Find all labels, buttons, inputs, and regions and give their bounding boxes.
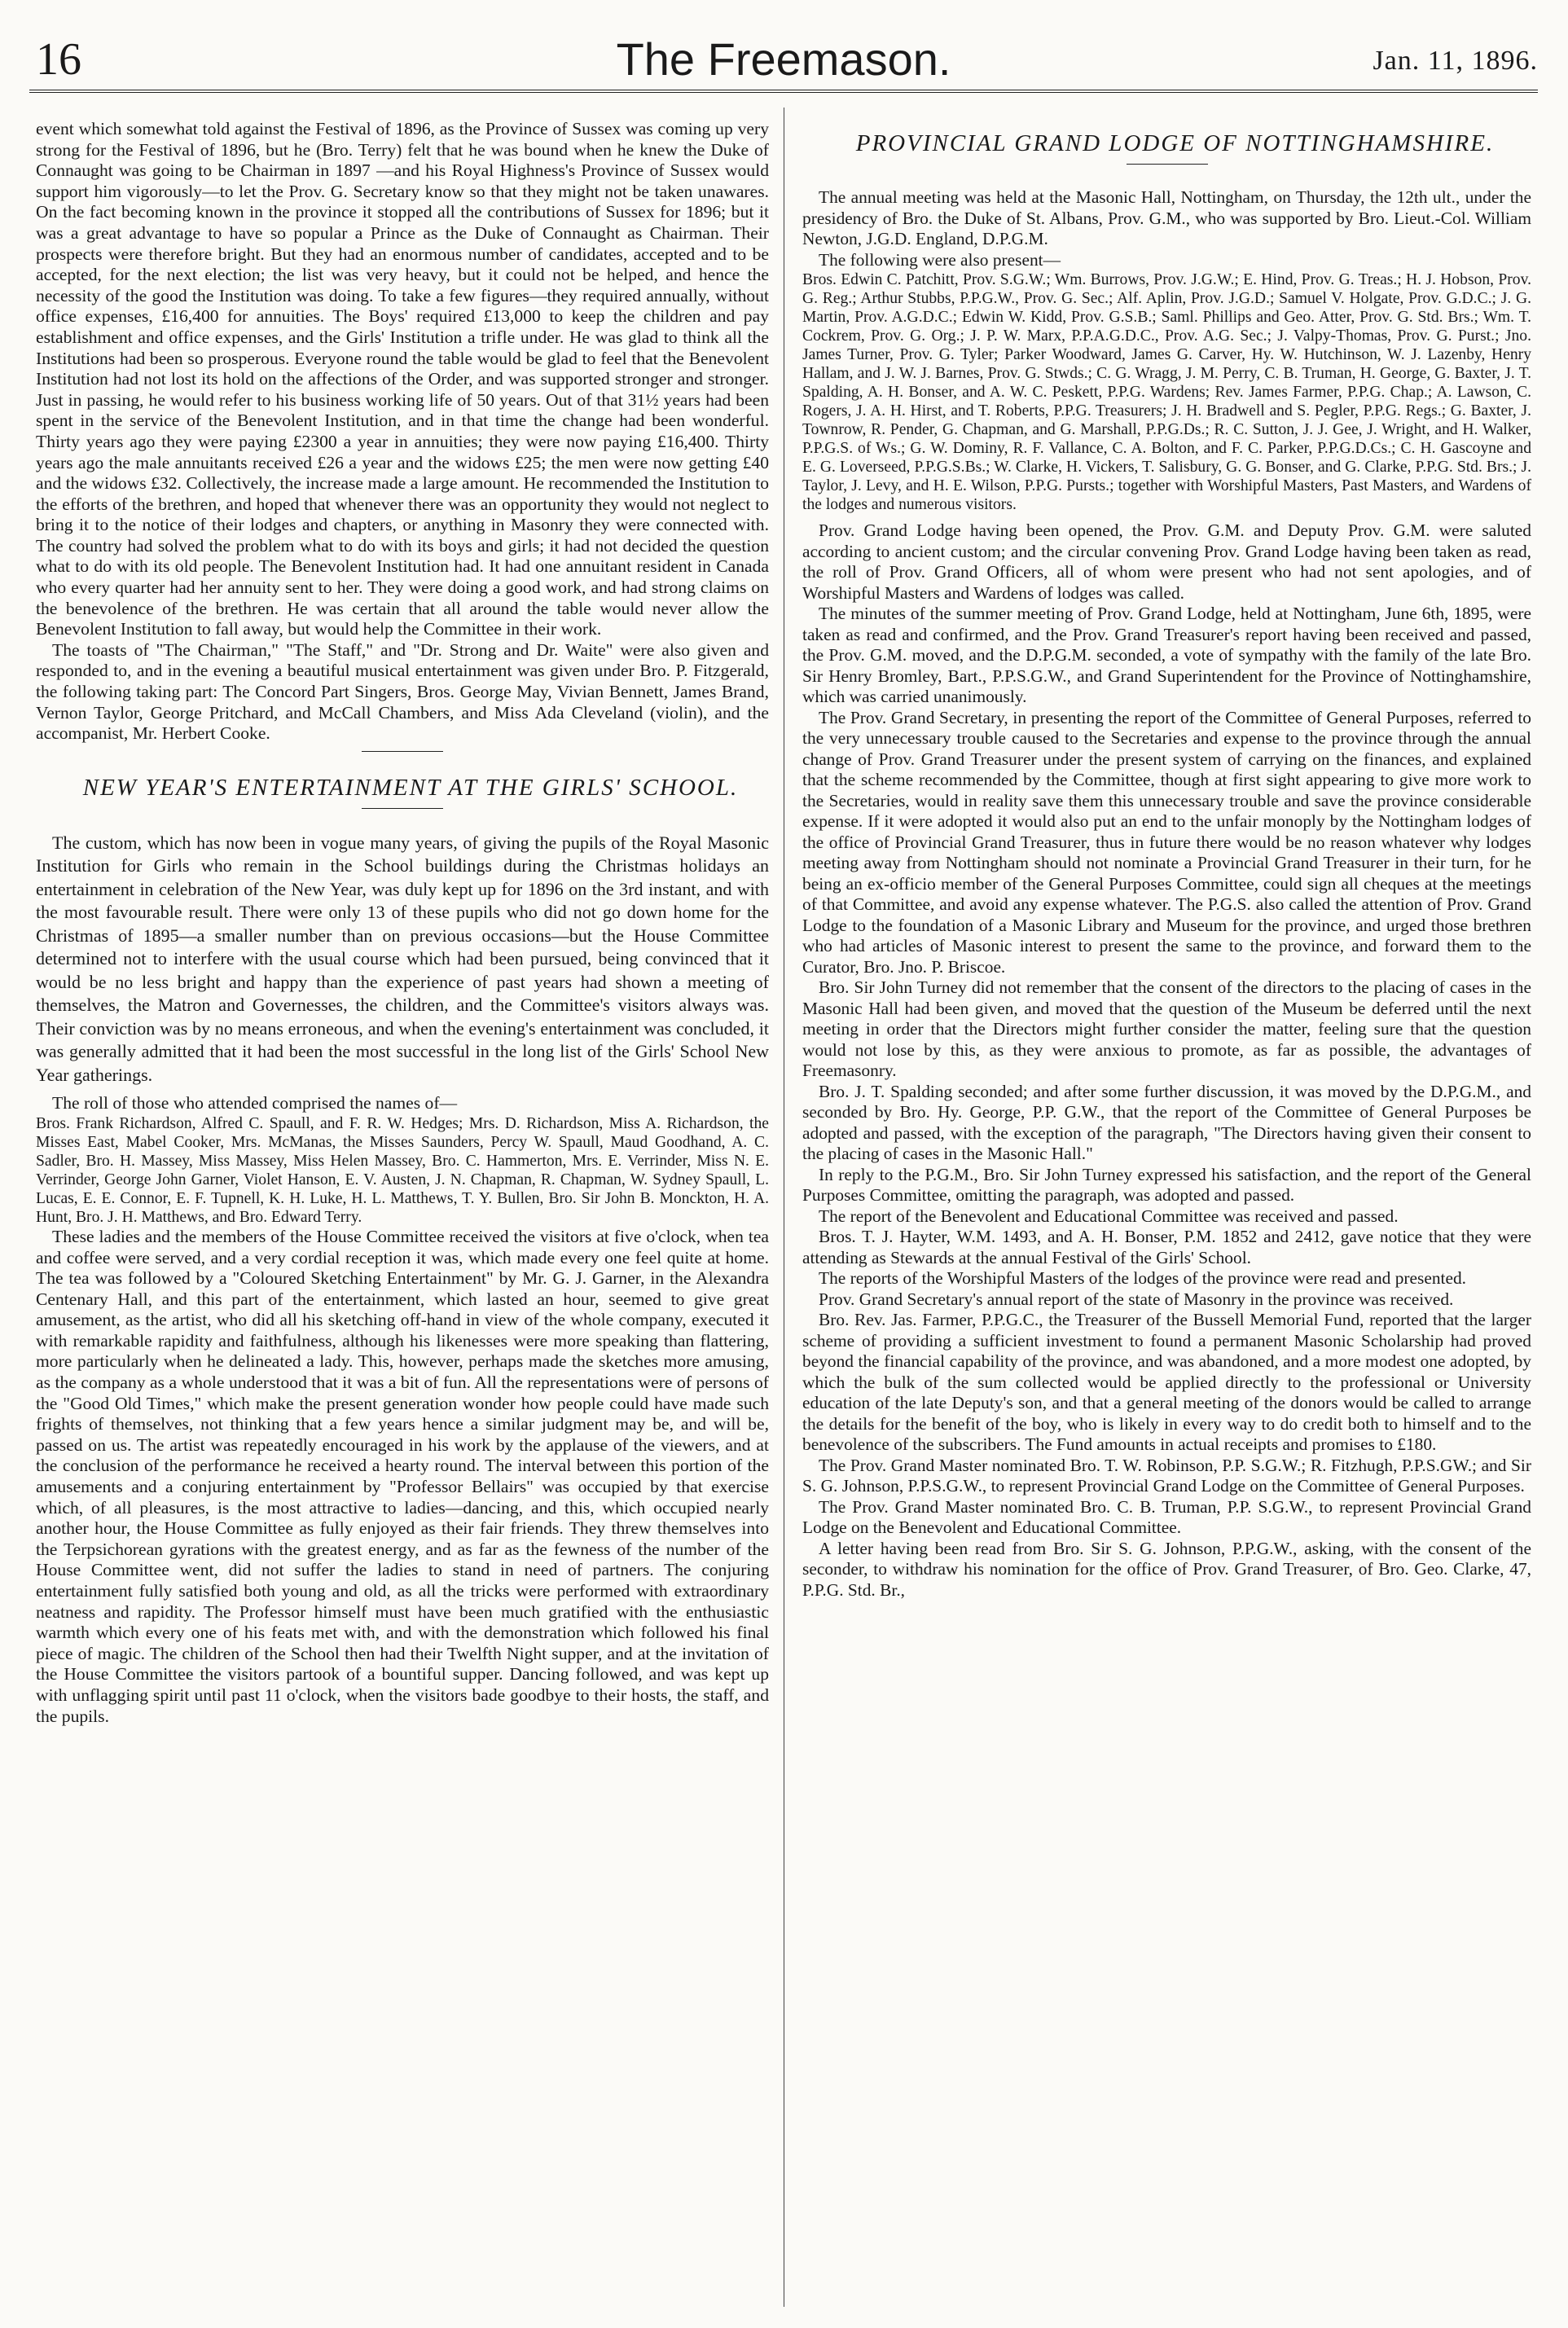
article-headline: PROVINCIAL GRAND LODGE OF NOTTINGHAMSHIRE.: [855, 130, 1495, 156]
article-paragraph: The report of the Benevolent and Educational Committee was received and passed.: [819, 1206, 1399, 1226]
masthead-rule: [29, 90, 1538, 93]
article-paragraph: The minutes of the summer meeting of Prov. Grand Lodge, held at Nottingham, June 6th, 1895, were taken as read and confirmed, and the Prov. Grand Treasurer's report having been received and passed, the Prov. G.M. moved, and the D.P.G.M. seconded, a vote of sympathy with the family of the late Bro. Sir Henry Bromley, Bart., P.P.S.G.W., and Grand Superintendent for the Province of Nottinghamshire, which was carried unanimously.: [802, 604, 1531, 706]
article-paragraph: The Prov. Grand Secretary, in presenting the report of the Committee of General Purposes, referred to the very unnecessary trouble caused to the Secretaries and expense to the province through the annual change of Prov. Grand Treasurer under the present system of carrying on the finances, and explained that the scheme recommended by the Committee, though at first sight appearing to give more work to the Secretaries, would in reality save them this unnecessary trouble and save the province considerable expense. If it were adopted it would also put an end to the unfair monoply by the Nottingham lodges of the office of Provincial Grand Treasurer, thus in future there would be no reason whatever why lodges meeting away from Nottingham should not nominate a Provincial Grand Treasurer in their turn, for he being an ex-officio member of the General Purposes Committee, could sign all cheques at the meetings of that Committee, and avoid any expense whatever. The P.G.S. also called the attention of Prov. Grand Lodge to the foundation of a Masonic Library and Museum for the province, and urged those brethren who had articles of Masonic interest to present the same to the province, and forward them to the Curator, Bro. Jno. P. Briscoe.: [802, 707, 1531, 977]
article-paragraph: The reports of the Worshipful Masters of the lodges of the province were read and presented.: [819, 1268, 1467, 1288]
article-headline: NEW YEAR'S ENTERTAINMENT AT THE GIRLS' SCHOOL.: [82, 774, 739, 801]
article-paragraph: Bro. Sir John Turney did not remember that the consent of the directors to the placing of cases in the Masonic Hall had been given, and moved that the question of the Museum be deferred until the next meeting in order that the Directors might further consider the matter, feeling sure that the question would not lose by this, as they were anxious to promote, as far as possible, the advantages of Freemasonry.: [802, 977, 1531, 1080]
article-paragraph: The Prov. Grand Master nominated Bro. C. B. Truman, P.P. S.G.W., to represent Provincial Grand Lodge on the Benevolent and Educational Committee.: [802, 1496, 1531, 1537]
article-paragraph: A letter having been read from Bro. Sir S. G. Johnson, P.P.G.W., asking, with the consent of the seconder, to withdraw his nomination for the office of Prov. Grand Treasurer, of Bro. Geo. Clarke, 47, P.P.G. Std. Br.,: [802, 1538, 1531, 1600]
article-paragraph: Prov. Grand Lodge having been opened, the Prov. G.M. and Deputy Prov. G.M. were saluted according to ancient custom; and the circular convening Prov. Grand Lodge having been taken as read, the roll of Prov. Grand Officers, all of whom were present who had not sent apologies, and of Worshipful Masters and Wardens of lodges was called.: [802, 521, 1531, 603]
page-number: 16: [36, 34, 81, 85]
article-paragraph: The custom, which has now been in vogue many years, of giving the pupils of the Royal Masonic Institution for Girls who remain in the School buildings during the Christmas holidays an entertainment in celebration of the New Year, was duly kept up for 1896 on the 3rd instant, and with the most favourable result. There were only 13 of these pupils who did not go down home for the Christmas of 1895—a smaller number than on previous occasions—but the House Committee determined not to interfere with the usual course which had been pursued, being convinced that it would be no less bright and happy than the experience of past years had shown a meeting of themselves, the Matron and Governesses, the children, and the Committee's visitors always was. Their conviction was by no means erroneous, and when the evening's entertainment was concluded, it was generally admitted that it had been the most successful in the long list of the Girls' School New Year gatherings.: [36, 832, 769, 1085]
right-column: [802, 119, 1531, 1601]
article-paragraph: The Prov. Grand Master nominated Bro. T. W. Robinson, P.P. S.G.W.; R. Fitzhugh, P.P.S.GW.; and Sir S. G. Johnson, P.P.S.G.W., to represent Provincial Grand Lodge on the Committee of General Purposes.: [802, 1455, 1531, 1496]
newspaper-title: The Freemason.: [616, 33, 951, 85]
issue-date: Jan. 11, 1896.: [1373, 46, 1538, 76]
masthead: [29, 31, 1538, 88]
article-paragraph: Bro. Rev. Jas. Farmer, P.P.G.C., the Treasurer of the Bussell Memorial Fund, reported that the larger scheme of providing a sufficient investment to found a permanent Masonic Scholarship had proved beyond the financial capability of the province, and was abandoned, and a more modest one adopted, by which the bulk of the sum collected would be applied directly to the professional or University education of the late Deputy's son, and that a general meeting of the donors would be called to arrange the details for the benefit of the boy, who is likely in every way to do credit both to himself and to the benevolence of the subscribers. The Fund amounts in actual receipts and promises to £180.: [802, 1310, 1531, 1454]
article-paragraph: Prov. Grand Secretary's annual report of the state of Masonry in the province was received.: [819, 1289, 1454, 1309]
article-paragraph: Bros. T. J. Hayter, W.M. 1493, and A. H. Bonser, P.M. 1852 and 2412, gave notice that they were attending as Stewards at the annual Festival of the Girls' School.: [802, 1227, 1531, 1267]
attendee-list: Bros. Frank Richardson, Alfred C. Spaull, and F. R. W. Hedges; Mrs. D. Richardson, Miss A. Richardson, the Misses East, Mabel Cooker, Mrs. McManas, the Misses Saunders, Percy W. Spaull, Maud Goodhand, A. C. Sadler, Bro. H. Massey, Miss Massey, Miss Helen Massey, Bro. C. Hammerton, Mrs. E. Verrinder, Miss N. E. Verrinder, George John Garner, Violet Hanson, E. V. Austen, J. N. Chapman, R. Chapman, W. Sydney Spaull, L. Lucas, E. E. Connor, E. F. Tupnell, K. H. Luke, H. L. Matthews, T. Y. Bullen, Bro. Sir John B. Monckton, H. A. Hunt, Bro. J. H. Matthews, and Bro. Edward Terry.: [36, 1114, 769, 1226]
article-paragraph: event which somewhat told against the Festival of 1896, as the Province of Sussex was coming up very strong for the Festival of 1896, but he (Bro. Terry) felt that he was bound when he knew the Duke of Connaught was going to be Chairman in 1897 —and his Royal Highness's Province of Sussex would support him vigorously—to let the Prov. G. Secretary know so that they might not be taken unawares. On the fact becoming known in the province it stopped all the contributions of Sussex for 1896; but it was a great advantage to have so popular a Prince as the Duke of Connaught as Chairman. Their prospects were therefore bright. But they had an enormous number of candidates, accepted and to be accepted, for the next election; the list was very heavy, but it could not be helped, and hence the necessity of the good the Institution was doing. To take a few figures—they required annually, without office expenses, £16,400 for annuities. The Boys' required £13,000 to keep the children and pay establishment and office expenses, and the Girls' Institution a trifle under. He was glad to think all the Institutions had been so prosperous. Everyone round the table would be glad to feel that the Benevolent Institution had not lost its hold on the affections of the Order, and was supported stronger and stronger. Just in passing, he would refer to his business working life of 50 years. Out of that 31½ years had been spent in the service of the Benevolent Institution, and in that time the change had been wonderful. Thirty years ago they were paying £2300 a year in annuities; they were now paying £16,400. Thirty years ago the male annuitants received £26 a year and the widows £25; the men were now getting £40 and the widows £32. Collectively, the increase made a large amount. He recommended the Institution to the efforts of the brethren, and hoped that whenever there was an opportunity they would not neglect to bring it to the notice of their lodges and chapters, or anything in Masonry they were connected with. The country had solved the problem what to do with its boys and girls; it had not decided the question what to do with its old people. The Benevolent Institution had. It had one annuitant resident in Canada who every quarter had her annuity sent to her. They were doing a good work, and had strong claims on the benevolence of the brethren. He was certain that all around the table would never allow the Benevolent Institution to fall away, but would help the Committee in their work.: [36, 119, 769, 639]
article-paragraph: The following were also present—: [819, 249, 1061, 270]
article-paragraph: The toasts of "The Chairman," "The Staff," and "Dr. Strong and Dr. Waite" were also given and responded to, and in the evening a beautiful musical entertainment was given under Bro. P. Fitzgerald, the following taking part: The Concord Part Singers, Bros. George May, Vivian Bennett, James Brand, Vernon Taylor, George Pritchard, and McCall Chambers, and Miss Ada Cleveland (violin), and the accompanist, Mr. Herbert Cooke.: [36, 639, 769, 744]
left-column: [36, 119, 769, 1727]
article-paragraph: In reply to the P.G.M., Bro. Sir John Turney expressed his satisfaction, and the report of the General Purposes Committee, omitting the paragraph, was adopted and passed.: [802, 1164, 1531, 1205]
article-paragraph: The roll of those who attended comprised the names of—: [52, 1093, 458, 1113]
article-paragraph: Bro. J. T. Spalding seconded; and after some further discussion, it was moved by the D.P.G.M., and seconded by Bro. Hy. George, P.P. G.W., that the report of the Committee of General Purposes be adopted and passed, with the exception of the paragraph, "The Directors having given their consent to the placing of cases in the Masonic Hall.": [802, 1081, 1531, 1163]
officer-list: Bros. Edwin C. Patchitt, Prov. S.G.W.; Wm. Burrows, Prov. J.G.W.; E. Hind, Prov. G. Treas.; H. J. Hobson, Prov. G. Reg.; Arthur Stubbs, P.P.G.W., Prov. G. Sec.; Alf. Aplin, Prov. J.G.D.; Samuel V. Holgate, Prov. G.D.C.; J. G. Martin, Prov. A.G.D.C.; Edwin W. Kidd, Prov. G.S.B.; Saml. Phillips and Geo. Atter, Prov. G. Std. Brs.; Wm. T. Cockrem, Prov. G. Org.; J. P. W. Marx, P.P.A.G.D.C., Prov. A.G. Sec.; J. Valpy-Thomas, Prov. G. Purst.; Jno. James Turner, Prov. G. Tyler; Parker Woodward, James G. Carver, Hy. W. Hutchinson, W. J. Lazenby, Henry Hallam, and J. W. J. Barnes, Prov. G. Stwds.; C. G. Wragg, J. M. Perry, C. B. Truman, H. George, G. Baxter, J. T. Spalding, A. H. Bonser, and A. W. C. Peskett, P.P.G. Wardens; Rev. James Farmer, P.P.G. Chap.; A. Lawson, C. Rogers, J. A. H. Hirst, and T. Roberts, P.P.G. Treasurers; J. H. Bradwell and S. Pegler, P.P.G. Regs.; G. Baxter, J. Townrow, R. Pender, G. Chapman, and G. Marshall, P.P.G.Ds.; R. C. Sutton, J. J. Gee, J. Wright, and H. Walker, P.P.G.S. of Ws.; G. W. Dominy, R. F. Vallance, C. A. Bolton, and F. C. Parker, P.P.G.D.Cs.; C. H. Gascoyne and E. G. Loverseed, P.P.G.S.Bs.; W. Clarke, H. Vickers, T. Salisbury, G. G. Bonser, and G. Clarke, P.P.G. Std. Brs.; J. Taylor, J. Levy, and H. E. Wilson, P.P.G. Pursts.; together with Worshipful Masters, Past Masters, and Wardens of the lodges and numerous visitors.: [802, 271, 1531, 513]
article-paragraph: These ladies and the members of the House Committee received the visitors at five o'clock, when tea and coffee were served, and a very cordial reception it was, which made every one feel quite at home. The tea was followed by a "Coloured Sketching Entertainment" by Mr. G. J. Garner, in the Alexandra Centenary Hall, and this part of the entertainment, which lasted an hour, seemed to give great amusement, as the artist, who did all his sketching off-hand in view of the whole company, executed it with remarkable rapidity and faithfulness, although his likenesses were more speaking than flattering, more particularly when he delineated a lady. This, however, perhaps made the sketches more amusing, as the company as a whole understood that it was a bit of fun. All the representations were of persons of the "Good Old Times," which make the present generation wonder how people could have made such frights of themselves, not thinking that a few years hence a similar judgment may be, and will be, passed on us. The artist was repeatedly encouraged in his work by the applause of the viewers, and at the conclusion of the performance he received a hearty round. The interval between this portion of the amusements and a conjuring entertainment by "Professor Bellairs" was occupied by that exercise which, of all pleasures, is the most attractive to ladies—dancing, and this, which occupied nearly another hour, the House Committee as fully enjoyed as their fair friends. They threw themselves into the Terpsichorean gyrations with the greatest energy, and as far as the fewness of the number of the House Committee went, did not suffer the ladies to stand in need of partners. The conjuring entertainment fully satisfied both young and old, as all the tricks were performed with extraordinary neatness and rapidity. The Professor himself must have been much gratified with the enthusiastic warmth which every one of his feats met with, and with the demonstration which followed his final piece of magic. The children of the School then had their Twelfth Night supper, and at the invitation of the House Committee the visitors partook of a bountiful supper. Dancing followed, and was kept up with unflagging spirit until past 11 o'clock, when the visitors bade goodbye to their hosts, the staff, and the pupils.: [36, 1226, 769, 1726]
article-paragraph: The annual meeting was held at the Masonic Hall, Nottingham, on Thursday, the 12th ult., under the presidency of Bro. the Duke of St. Albans, Prov. G.M., who was supported by Bro. Lieut.-Col. William Newton, J.G.D. England, D.P.G.M.: [802, 187, 1531, 248]
